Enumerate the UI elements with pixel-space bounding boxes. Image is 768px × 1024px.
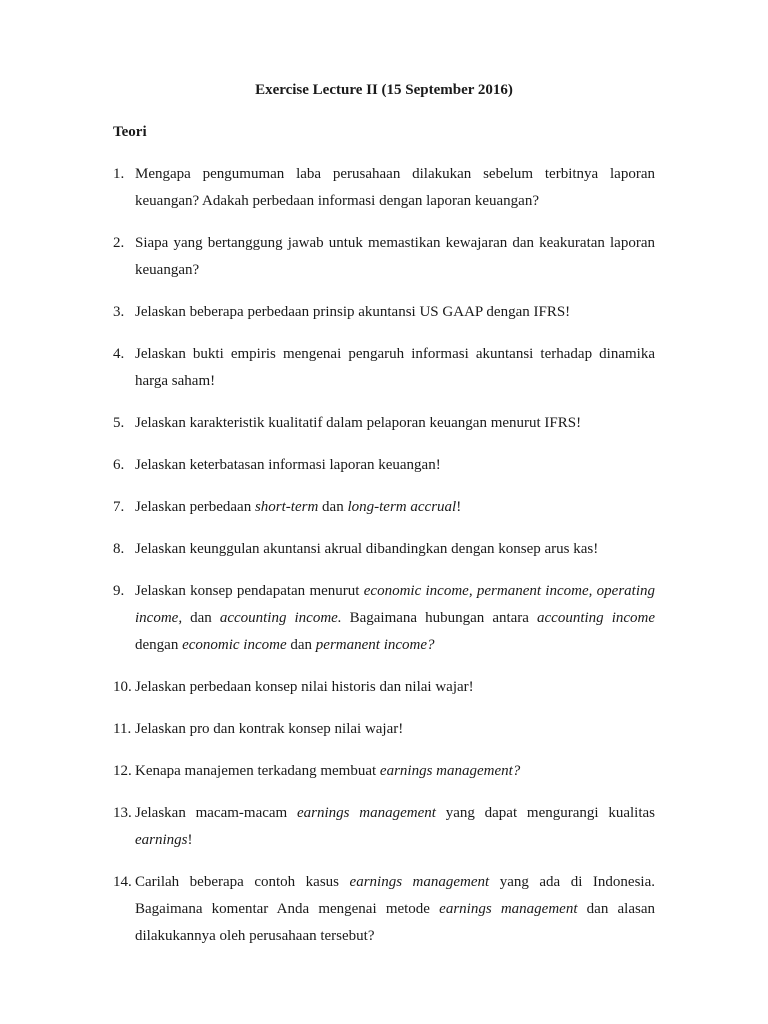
question-item xyxy=(113,230,655,284)
question-item xyxy=(113,410,655,437)
question-number: 7. xyxy=(113,499,125,515)
question-text xyxy=(135,452,655,479)
italic-term: earnings management xyxy=(439,901,578,917)
question-text-segment: Jelaskan macam-macam xyxy=(135,805,297,821)
question-item xyxy=(113,578,655,659)
question-item xyxy=(113,716,655,743)
question-text-segment: dan xyxy=(318,499,348,515)
question-text xyxy=(135,800,655,854)
question-item xyxy=(113,494,655,521)
italic-term: economic income, permanent income, operating income, xyxy=(135,583,655,626)
question-text xyxy=(135,758,655,785)
question-number: 9. xyxy=(113,583,125,599)
question-text-segment: Jelaskan keunggulan akuntansi akrual dibandingkan dengan konsep arus kas! xyxy=(135,541,599,557)
question-text-segment: Bagaimana hubungan antara xyxy=(341,610,537,626)
question-text xyxy=(135,230,655,284)
question-text-segment: Kenapa manajemen terkadang membuat xyxy=(135,763,380,779)
question-text xyxy=(135,674,655,701)
question-item xyxy=(113,800,655,854)
question-item xyxy=(113,869,655,950)
question-text-segment: Jelaskan karakteristik kualitatif dalam pelaporan keuangan menurut IFRS! xyxy=(135,415,582,431)
question-text-segment: Jelaskan keterbatasan informasi laporan keuangan! xyxy=(135,457,441,473)
question-text-segment: Jelaskan perbedaan konsep nilai historis dan nilai wajar! xyxy=(135,679,474,695)
question-text-segment: Siapa yang bertanggung jawab untuk memastikan kewajaran dan keakuratan laporan keuangan? xyxy=(135,235,655,278)
question-text-segment: dan xyxy=(286,637,316,653)
document-title: Exercise Lecture II (15 September 2016) xyxy=(255,82,513,98)
question-text-segment: dan alasan dilakukannya oleh perusahaan tersebut? xyxy=(135,901,655,944)
question-text-segment: Mengapa pengumuman laba perusahaan dilakukan sebelum terbitnya laporan keuangan? Adakah perbedaan informasi dengan laporan keuangan? xyxy=(135,166,655,209)
italic-term: earnings xyxy=(135,832,188,848)
question-number: 1. xyxy=(113,166,125,182)
question-item xyxy=(113,341,655,395)
question-number: 6. xyxy=(113,457,125,473)
question-text-segment: Jelaskan bukti empiris mengenai pengaruh informasi akuntansi terhadap dinamika harga saham! xyxy=(135,346,655,389)
question-number: 14. xyxy=(113,874,132,890)
italic-term: earnings management xyxy=(349,874,490,890)
question-number: 2. xyxy=(113,235,125,251)
question-number: 10. xyxy=(113,679,132,695)
question-text xyxy=(135,410,655,437)
italic-term: accounting income xyxy=(537,610,656,626)
question-item xyxy=(113,536,655,563)
question-item xyxy=(113,161,655,215)
question-text-segment: Jelaskan beberapa perbedaan prinsip akuntansi US GAAP dengan IFRS! xyxy=(135,304,571,320)
question-number: 3. xyxy=(113,304,125,320)
question-text xyxy=(135,494,655,521)
italic-term: earnings management xyxy=(297,805,436,821)
question-number: 5. xyxy=(113,415,125,431)
section-heading: Teori xyxy=(113,124,147,140)
question-text xyxy=(135,299,655,326)
question-text-segment: dengan xyxy=(135,637,183,653)
question-text-segment: Jelaskan perbedaan xyxy=(135,499,255,515)
question-text-segment: Jelaskan konsep pendapatan menurut xyxy=(135,583,364,599)
italic-term: long-term accrual xyxy=(347,499,457,515)
question-text xyxy=(135,869,655,950)
question-item xyxy=(113,674,655,701)
question-text xyxy=(135,536,655,563)
question-text xyxy=(135,341,655,395)
question-item xyxy=(113,758,655,785)
question-text-segment: dan xyxy=(182,610,220,626)
question-item xyxy=(113,452,655,479)
question-number: 8. xyxy=(113,541,125,557)
question-text-segment: yang ada di Indonesia. Bagaimana komentar Anda mengenai metode xyxy=(135,874,655,917)
question-text-segment: Carilah beberapa contoh kasus xyxy=(135,874,350,890)
question-text xyxy=(135,716,655,743)
question-text-segment: ! xyxy=(456,499,462,515)
italic-term: economic income xyxy=(182,637,287,653)
italic-term: earnings management? xyxy=(379,763,521,779)
italic-term: short-term xyxy=(254,499,319,515)
question-text-segment: yang dapat mengurangi kualitas xyxy=(435,805,655,821)
italic-term: permanent income? xyxy=(315,637,435,653)
question-number: 12. xyxy=(113,763,132,779)
question-text-segment: Jelaskan pro dan kontrak konsep nilai wajar! xyxy=(135,721,404,737)
question-text xyxy=(135,161,655,215)
question-number: 13. xyxy=(113,805,132,821)
italic-term: accounting income. xyxy=(219,610,342,626)
question-text-segment: ! xyxy=(187,832,193,848)
question-number: 11. xyxy=(113,721,132,737)
question-number: 4. xyxy=(113,346,125,362)
question-text xyxy=(135,578,655,659)
question-item xyxy=(113,299,655,326)
